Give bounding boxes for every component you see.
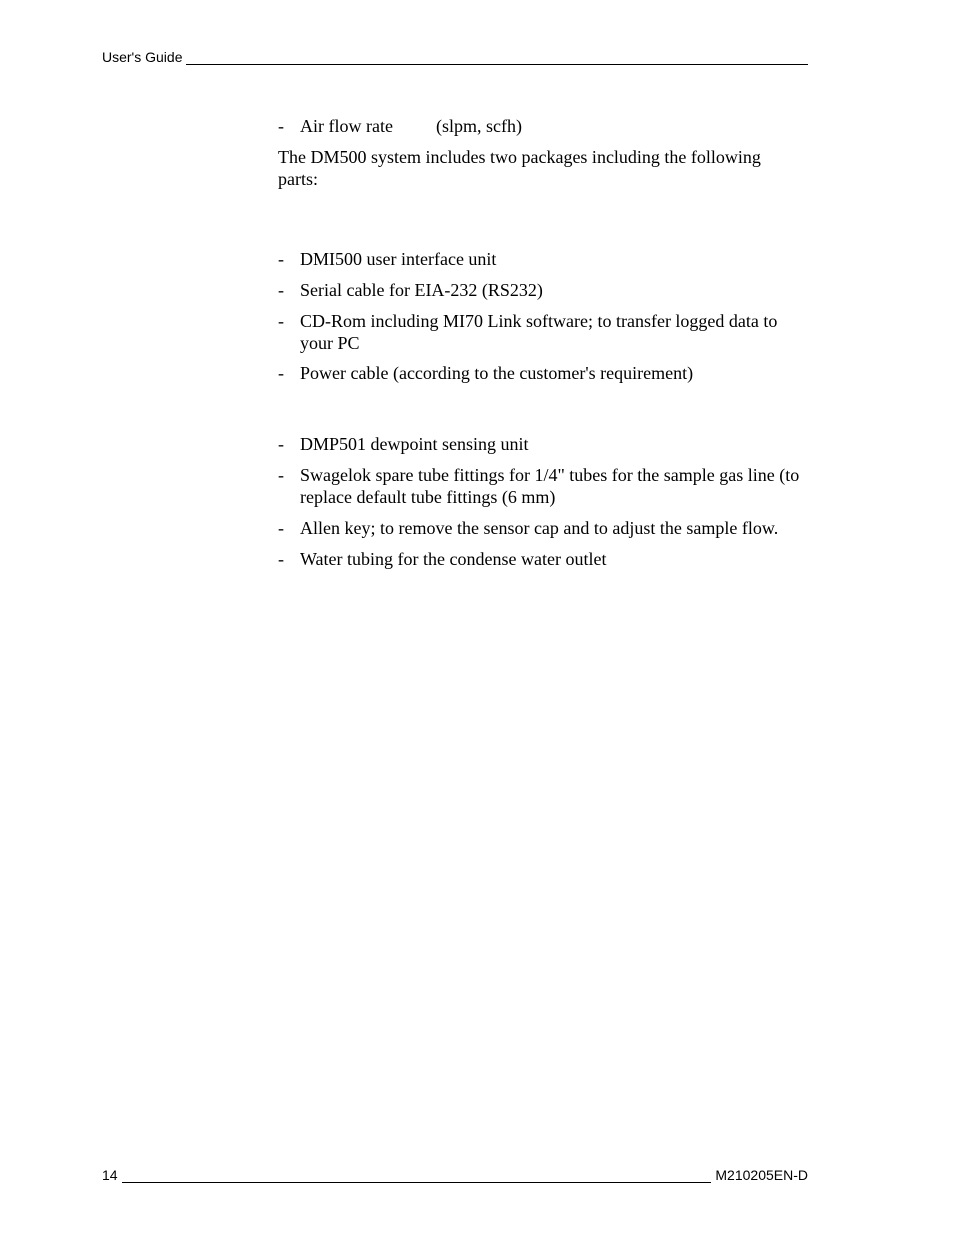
list-item-text: Serial cable for EIA-232 (RS232) [300, 280, 543, 300]
list-item-text: Allen key; to remove the sensor cap and to adjust the sample flow. [300, 518, 779, 538]
bullet-dash: - [278, 549, 284, 569]
list-item [278, 517, 808, 539]
document-code: M210205EN-D [715, 1167, 808, 1183]
bullet-dash: - [278, 311, 284, 331]
list-item [278, 310, 808, 354]
item-label: Air flow rate [300, 116, 393, 136]
bullet-dash: - [278, 518, 284, 538]
list-item-text: DMP501 dewpoint sensing unit [300, 434, 529, 454]
list-item-air-flow [278, 115, 808, 137]
bullet-dash: - [278, 280, 284, 300]
item-units: (slpm, scfh) [435, 116, 522, 136]
intro-paragraph: The DM500 system includes two packages including the following parts: [278, 147, 761, 189]
page-number: 14 [102, 1167, 118, 1183]
list-item [278, 464, 808, 508]
header-rule [186, 52, 808, 65]
bullet-dash: - [278, 465, 284, 485]
list-item [278, 248, 808, 270]
list-item-text: CD-Rom including MI70 Link software; to transfer logged data to your PC [300, 311, 778, 353]
list-item-text: DMI500 user interface unit [300, 249, 497, 269]
list-item [278, 548, 808, 570]
footer-rule [122, 1170, 712, 1183]
bullet-dash: - [278, 434, 284, 454]
header-title: User's Guide [102, 49, 183, 65]
bullet-dash: - [278, 363, 284, 383]
page-footer [102, 1167, 808, 1183]
list-item [278, 279, 808, 301]
list-item [278, 433, 808, 455]
bullet-dash: - [278, 249, 284, 269]
list-item [278, 362, 808, 384]
list-item-text: Water tubing for the condense water outlet [300, 549, 607, 569]
list-item-text: Swagelok spare tube fittings for 1/4" tubes for the sample gas line (to replace default tube fittings (6 mm) [300, 465, 800, 507]
list-item-text: Power cable (according to the customer's requirement) [300, 363, 694, 383]
bullet-dash: - [278, 116, 284, 136]
page-header [102, 49, 808, 65]
